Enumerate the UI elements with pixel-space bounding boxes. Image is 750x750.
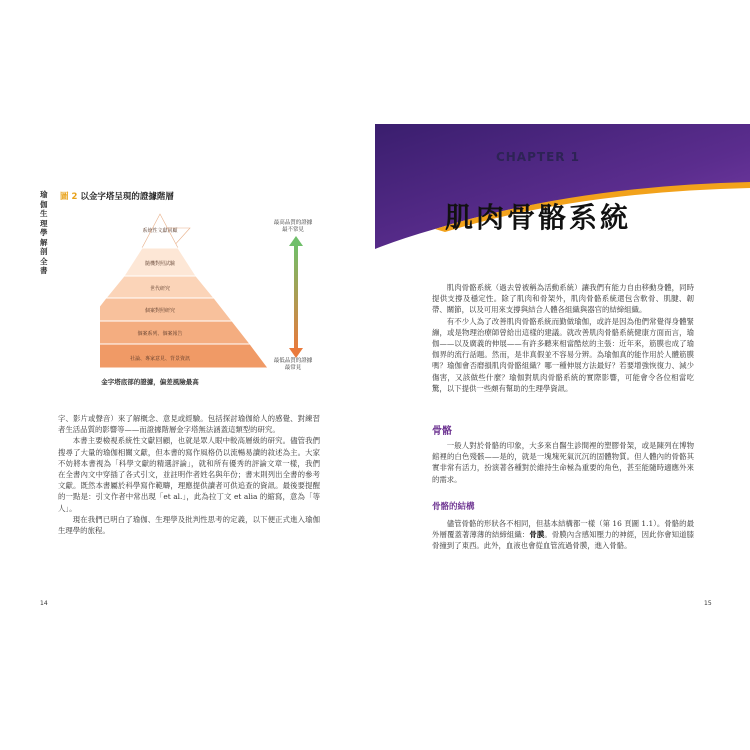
pyramid-label-3: 世代研究 [149,286,171,292]
section-heading-bones: 骨骼 [432,426,452,437]
pyramid-label-2: 隨機對照試驗 [144,261,176,267]
text-run: 。骨膜內含感知壓力的神經，因此你會知道膝骨撞到了東西。此外，血液也會從血管流過骨膜，進入骨骼。 [432,530,694,551]
paragraph: 一般人對於骨骼的印象，大多來自醫生診間裡的塑膠骨架，或是陳列在博物館裡的白色殘骸——是的，就是一塊塊死氣沉沉的固體物質。但人體內的骨骼其實非常有活力，扮演著各種對於維持生命極為重要的角色，甚至能隨時適應外來的需求。 [432,441,694,484]
figure-caption: 金字塔底部的證據，偏差風險最高 [101,378,199,386]
chapter-title: 肌肉骨骼系統 [444,201,631,234]
figure-number: 圖 2 [60,192,78,202]
paragraph [432,518,694,552]
figure-title-text: 以金字塔呈現的證據階層 [80,192,174,202]
intro-text [432,282,694,394]
pyramid-label-5: 個案系列、個案報告 [137,331,183,337]
keyword-periosteum: 骨膜 [529,530,545,540]
running-head-book-title: 瑜伽生理學解剖全書 [40,190,48,275]
paragraph: 本書主要檢視系統性文獻回顧，也就是眾人眼中較高層級的研究。儘管我們搜尋了大量的瑜伽相關文獻，但本書的寫作風格仍以流暢易讀的敘述為主。大家不妨將本書視為「科學文獻的精選評論」，就和所有優秀的評論文章一樣，我們在全書內文中穿插了各式引文，並註明作者姓名與年份；書末則列出全書的參考文獻。既然本書屬於科學寫作範疇，理應提供讀者可供追查的資訊。最後要提醒的一點是：引文作者中常出現「et al.」，此為拉丁文 et alia 的縮寫，意為「等人」。 [58,436,320,513]
highest-quality-line1: 最高品質的證據 [273,220,313,226]
lowest-quality-line1: 最低品質的證據 [273,358,313,364]
left-body-text [58,413,320,536]
paragraph: 肌肉骨骼系統（過去曾被稱為活動系統）讓我們有能力自由移動身體，同時提供支撐及穩定性。除了肌肉和骨架外，肌肉骨骼系統還包含軟骨、肌腱、韌帶、關節，以及可用來支撐與結合人體各組織與器官的結締組織。 [432,283,694,315]
paragraph: 現在我們已明白了瑜伽、生理學及批判性思考的定義，以下便正式進入瑜伽生理學的旅程。 [58,514,320,536]
double-arrow-icon [286,236,306,358]
pyramid-label-1: 系統性文獻回顧 [142,228,178,234]
section-bones-text [432,440,694,485]
section-structure-text [432,518,694,552]
chapter-label: CHAPTER 1 [495,150,581,164]
pyramid-label-6: 社論、專家意見、背景資訊 [129,356,191,362]
section-heading-bone-structure: 骨骼的結構 [432,502,475,512]
highest-quality-label [268,220,318,234]
lowest-quality-label [268,358,318,372]
page-number-left: 14 [40,600,48,607]
paragraph: 字、影片或聲音）來了解概念、意見或經驗。包括探討瑜伽給人的感覺、對練習者生活品質的影響等——而證據階層金字塔無法涵蓋這類型的研究。 [58,414,320,435]
page-number-right: 15 [704,600,712,607]
highest-quality-line2: 最不常見 [281,227,304,233]
text-run: 儘管骨骼的形狀各不相同，但基本結構都一樣（第 16 頁圖 1.1）。骨骼的最外層覆蓋著薄薄的結締組織： [432,519,694,540]
pyramid-label-4: 個案對照研究 [144,308,176,314]
paragraph: 有不少人為了改善肌肉骨骼系統而勤做瑜伽，或許是因為他們常覺得身體緊繃，或是物理治療師曾給出這樣的建議。就改善肌肉骨骼系統健康方面而言，瑜伽——以及廣義的伸展——有許多聽來相當酷炫的主張：近年來，筋膜也成了瑜伽界的流行話題。然而，是非真假並不容易分辨。為瑜伽真的能作用於人體筋膜嗎？瑜伽會否磨損肌肉骨骼組織？哪一種伸展方法最好？若要增強恢復力、減少傷害，又該做些什麼？瑜伽對肌肉骨骼系統的實際影響，可能會令各位相當吃驚，以下提供一些頗有幫助的生理學資訊。 [432,316,694,393]
lowest-quality-line2: 最常見 [284,365,302,371]
figure-title [60,190,174,202]
